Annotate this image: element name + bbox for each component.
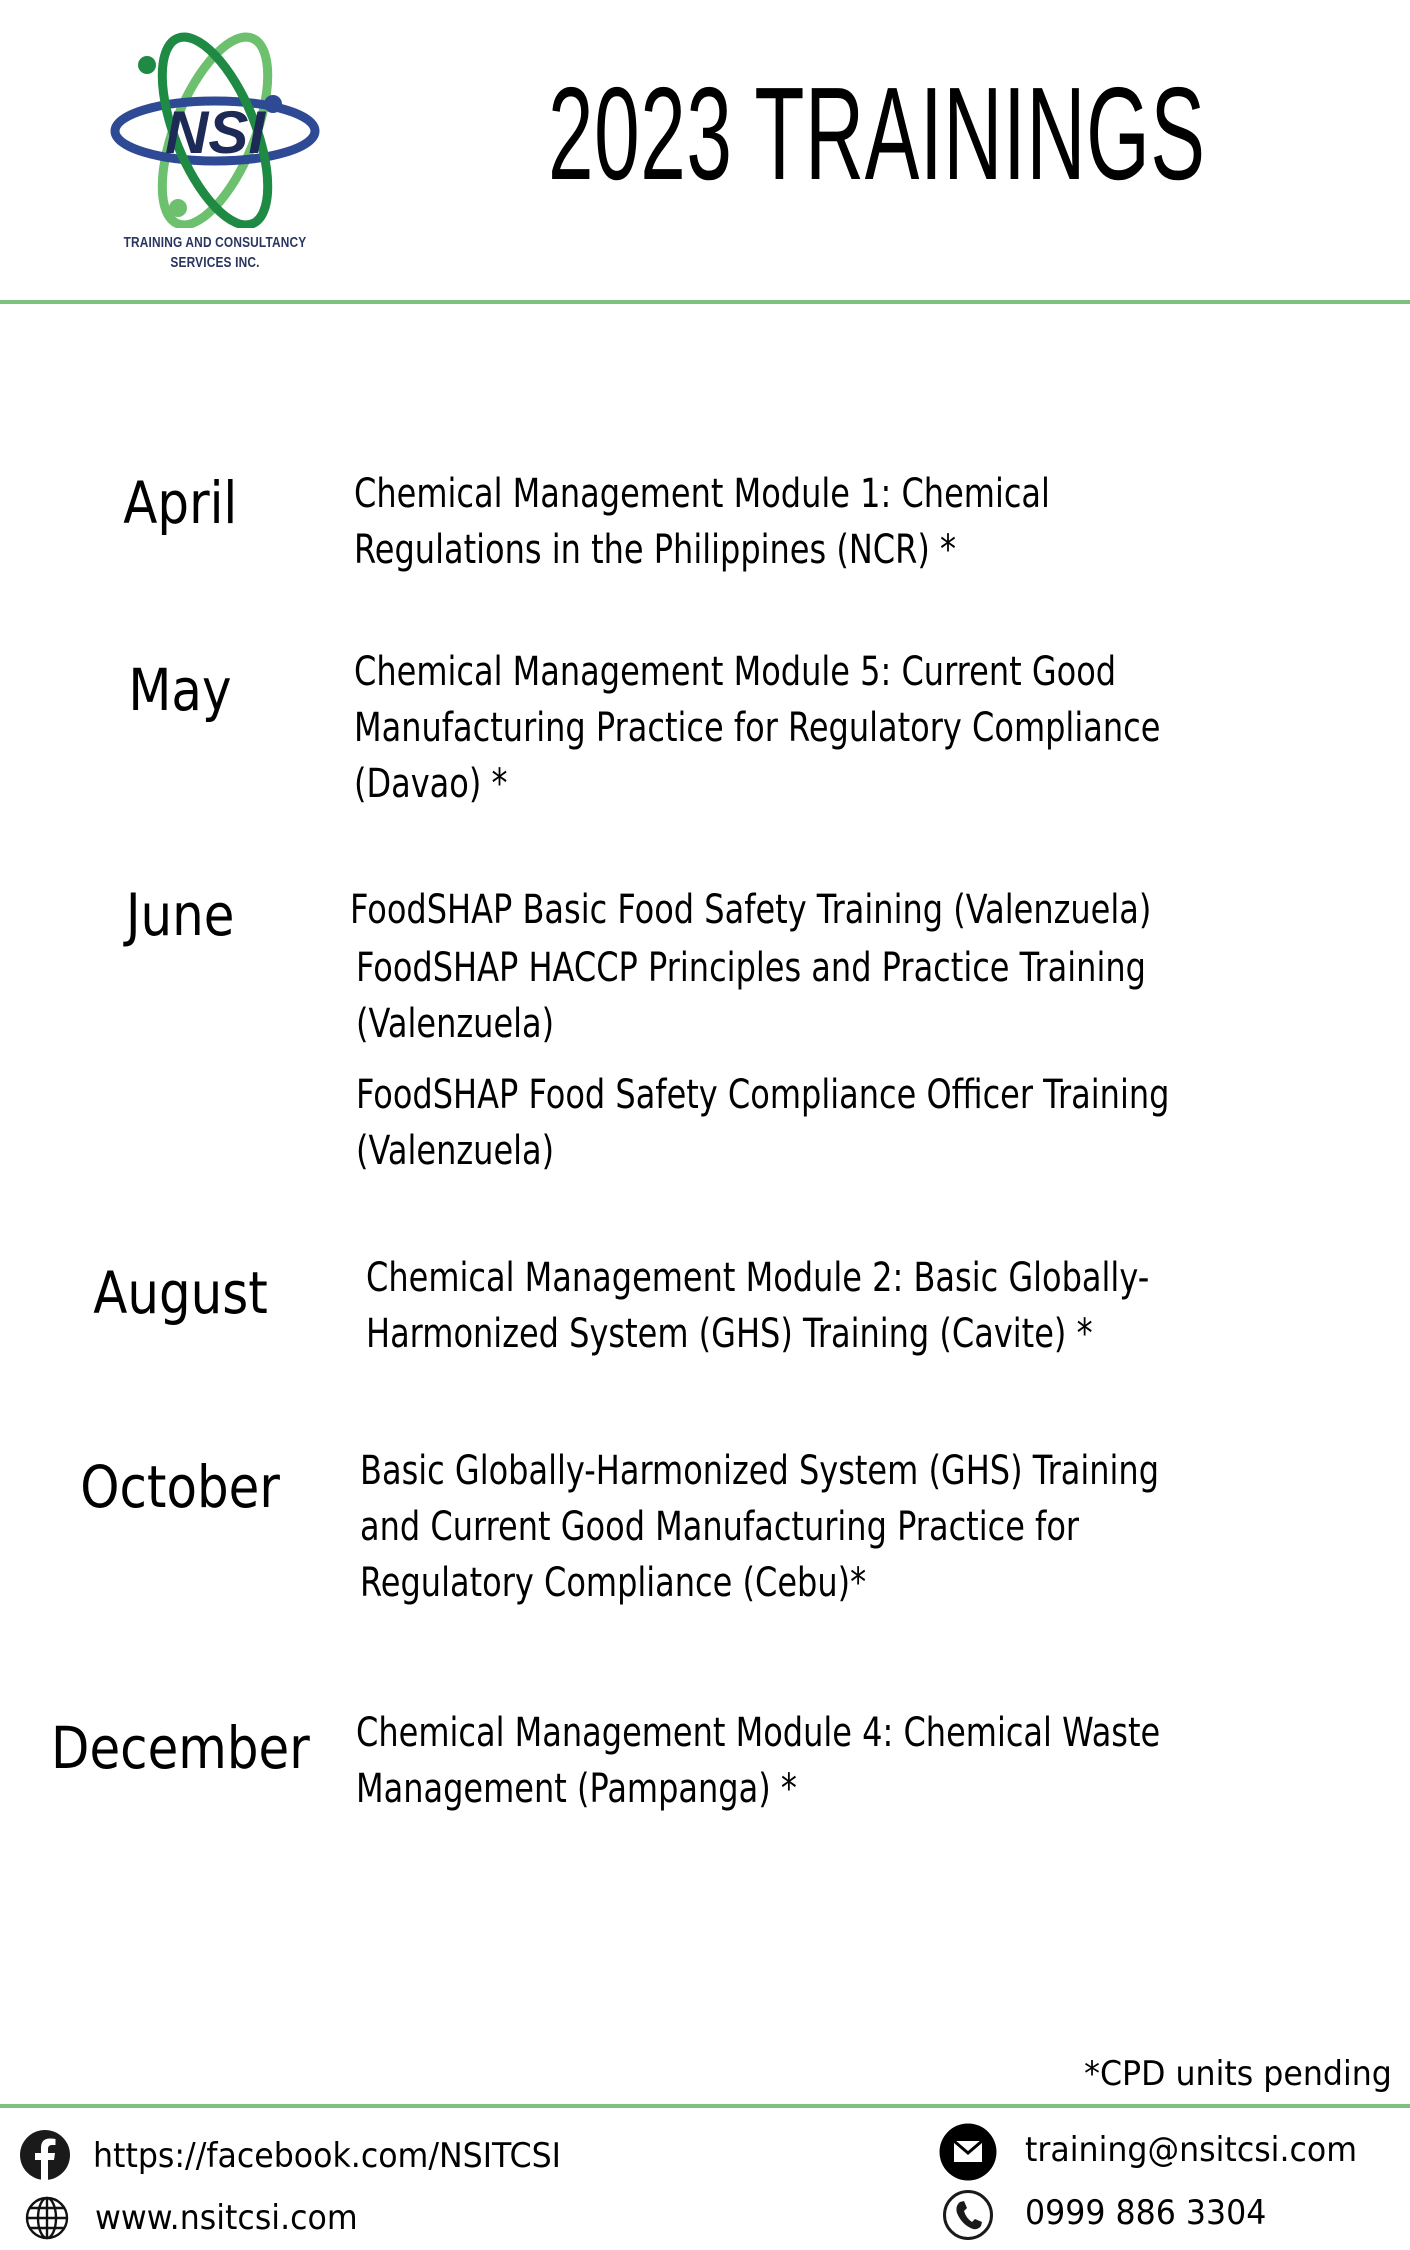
month-label: May: [128, 656, 232, 724]
month-label: December: [50, 1714, 310, 1782]
logo-mark: NSI: [164, 99, 266, 166]
training-line: Chemical Management Module 2: Basic Globally-: [366, 1255, 1150, 1301]
email-icon: [939, 2123, 997, 2181]
header-divider: [0, 300, 1410, 304]
training-line: Manufacturing Practice for Regulatory Compliance: [354, 705, 1161, 751]
training-line: Basic Globally-Harmonized System (GHS) Training: [360, 1448, 1160, 1494]
website-link[interactable]: www.nsitcsi.com: [95, 2198, 358, 2238]
training-line: (Valenzuela): [356, 1128, 555, 1174]
page-title: 2023 TRAININGS: [548, 60, 1206, 207]
month-label: June: [125, 881, 235, 949]
phone-number[interactable]: 0999 886 3304: [1025, 2193, 1267, 2233]
phone-icon: [942, 2189, 994, 2241]
training-line: Regulations in the Philippines (NCR) *: [354, 527, 956, 573]
training-line: Management (Pampanga) *: [356, 1766, 797, 1812]
email-link[interactable]: training@nsitcsi.com: [1025, 2130, 1358, 2170]
logo-caption: TRAINING AND CONSULTANCY SERVICES INC.: [123, 235, 307, 271]
training-line: Chemical Management Module 5: Current Good: [354, 649, 1117, 695]
training-line: Chemical Management Module 4: Chemical Waste: [356, 1710, 1161, 1756]
facebook-link[interactable]: https://facebook.com/NSITCSI: [93, 2136, 561, 2176]
training-line: FoodSHAP HACCP Principles and Practice Training: [356, 945, 1146, 991]
atom-logo-icon: [100, 28, 330, 228]
month-label: August: [92, 1259, 268, 1327]
footer-divider: [0, 2104, 1410, 2108]
training-line: Chemical Management Module 1: Chemical: [354, 471, 1050, 517]
training-line: Regulatory Compliance (Cebu)*: [360, 1560, 867, 1606]
globe-icon: [25, 2196, 69, 2240]
training-line: FoodSHAP Food Safety Compliance Officer Training: [356, 1072, 1170, 1118]
month-label: April: [122, 469, 238, 537]
training-line: (Davao) *: [354, 761, 508, 807]
cpd-note: *CPD units pending: [1084, 2054, 1392, 2094]
training-line: FoodSHAP Basic Food Safety Training (Valenzuela): [350, 887, 1152, 933]
training-line: Harmonized System (GHS) Training (Cavite) *: [366, 1311, 1093, 1357]
facebook-icon: [19, 2129, 71, 2181]
month-label: October: [80, 1453, 280, 1521]
training-line: and Current Good Manufacturing Practice for: [360, 1504, 1080, 1550]
company-logo: [100, 28, 330, 278]
training-line: (Valenzuela): [356, 1001, 555, 1047]
